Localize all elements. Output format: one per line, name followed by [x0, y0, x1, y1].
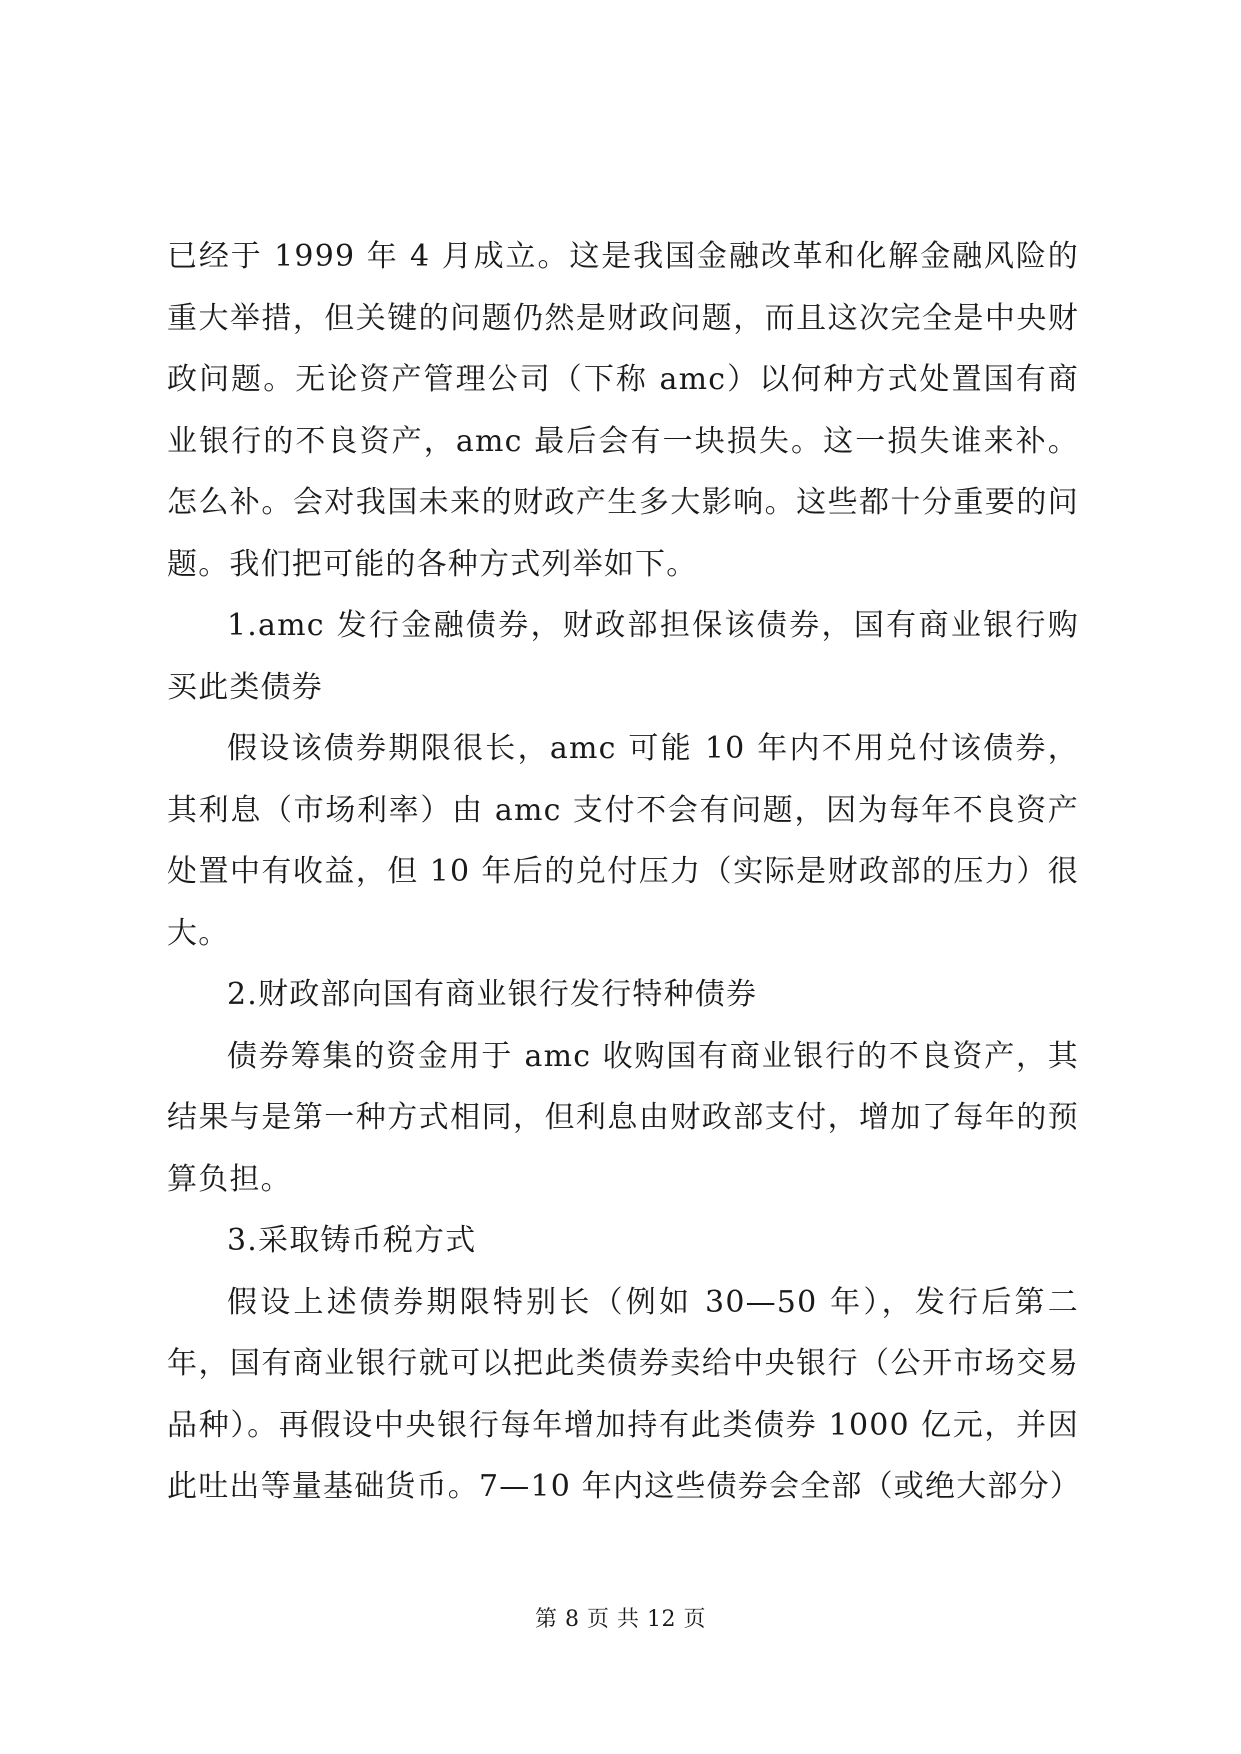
paragraph: 2.财政部向国有商业银行发行特种债券: [227, 977, 758, 1012]
paragraph: 已经于 1999 年 4 月成立。这是我国金融改革和化解金融风险的重大举措，但关键的问题仍然是财政问题，而且这次完全是中央财政问题。无论资产管理公司（下称 amc）以何种方式处置国有商业银行的不良资产，amc 最后会有一块损失。这一损失谁来补。怎么补。会对我国未来的财政产生多大影响。这些都十分重要的问题。我们把可能的各种方式列举如下。: [167, 239, 1079, 582]
paragraph: 1.amc 发行金融债券，财政部担保该债券，国有商业银行购买此类债券: [167, 608, 1079, 705]
paragraph: 假设上述债券期限特别长（例如 30—50 年），发行后第二年，国有商业银行就可以把此类债券卖给中央银行（公开市场交易品种）。再假设中央银行每年增加持有此类债券 1000 亿元，并因此吐出等量基础货币。7—10 年内这些债券会全部（或绝大部分）: [167, 1284, 1081, 1504]
page-number-footer: 第 8 页 共 12 页: [535, 1607, 706, 1632]
paragraph: 3.采取铸币税方式: [227, 1223, 477, 1258]
document-body: [167, 226, 1079, 1518]
paragraph: 债券筹集的资金用于 amc 收购国有商业银行的不良资产，其结果与是第一种方式相同，但利息由财政部支付，增加了每年的预算负担。: [167, 1038, 1079, 1197]
paragraph: 假设该债券期限很长，amc 可能 10 年内不用兑付该债券，其利息（市场利率）由 amc 支付不会有问题，因为每年不良资产处置中有收益，但 10 年后的兑付压力（实际是财政部的压力）很大。: [167, 731, 1079, 951]
